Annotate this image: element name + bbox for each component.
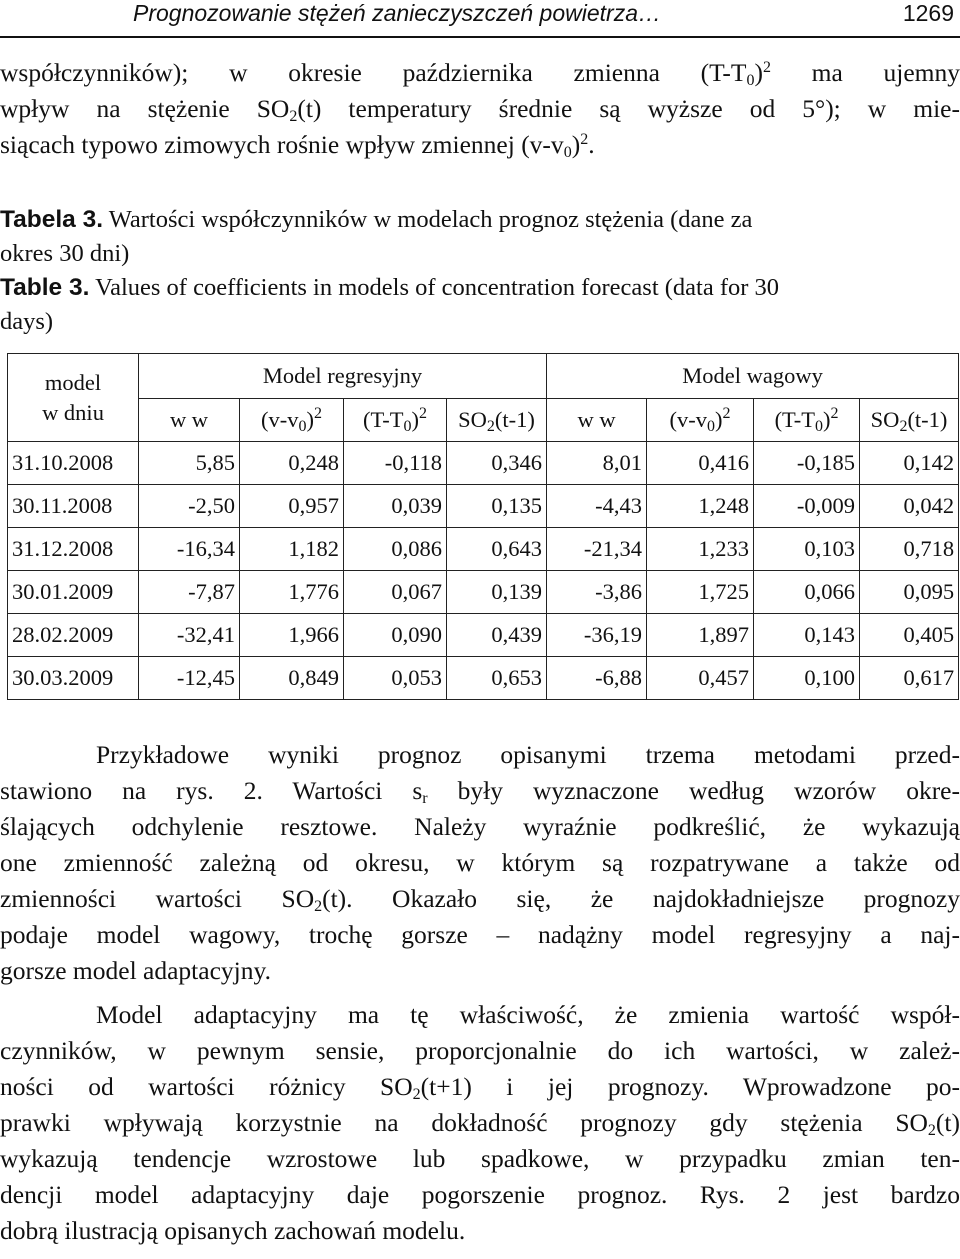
running-header bbox=[0, 0, 960, 32]
table-cell: 0,090 bbox=[344, 614, 447, 657]
group-header-weighted: Model wagowy bbox=[547, 354, 959, 399]
table-cell: 0,143 bbox=[754, 614, 860, 657]
col-header-ww: w w bbox=[547, 399, 647, 442]
paragraph-line: dobrą ilustracją opisanych zachowań modelu. bbox=[0, 1216, 466, 1245]
table-cell: 0,053 bbox=[344, 657, 447, 700]
table-row bbox=[8, 442, 959, 485]
table-cell: 1,233 bbox=[647, 528, 754, 571]
table-cell: 0,139 bbox=[447, 571, 547, 614]
paragraph-line: stawiono na rys. 2. Wartości $s_r$ były wyznaczone według wzorów okre- bbox=[0, 776, 960, 807]
table-cell: 0,095 bbox=[860, 571, 959, 614]
col-header-so2: $SO_2(t-1)$ bbox=[860, 399, 959, 442]
table-cell-date: 30.03.2009 bbox=[8, 657, 139, 700]
table-cell: 0,416 bbox=[647, 442, 754, 485]
table-row bbox=[8, 528, 959, 571]
table-cell: -4,43 bbox=[547, 485, 647, 528]
table-cell: -0,185 bbox=[754, 442, 860, 485]
model-date-header: model w dniu bbox=[8, 354, 139, 442]
table-cell: 0,957 bbox=[240, 485, 344, 528]
table-cell: 5,85 bbox=[139, 442, 240, 485]
table-cell: 0,067 bbox=[344, 571, 447, 614]
paragraph-line: podaje model wagowy, trochę gorsze – nadążny model regresyjny a naj- bbox=[0, 920, 960, 949]
table-cell: 0,086 bbox=[344, 528, 447, 571]
table-cell: -0,118 bbox=[344, 442, 447, 485]
table-cell: 0,142 bbox=[860, 442, 959, 485]
table-cell: -12,45 bbox=[139, 657, 240, 700]
table-cell: 0,457 bbox=[647, 657, 754, 700]
table-caption-polish: Tabela 3. Wartości współczynników w modelach prognoz stężenia (dane za okres 30 dni) bbox=[0, 206, 753, 267]
table-row bbox=[8, 614, 959, 657]
col-header-ww: w w bbox=[139, 399, 240, 442]
table-header-row-2 bbox=[8, 399, 959, 442]
table-cell: 1,776 bbox=[240, 571, 344, 614]
col-header-t: $(T-T_0)^2$ bbox=[344, 399, 447, 442]
table-cell: 0,718 bbox=[860, 528, 959, 571]
table-cell: 0,617 bbox=[860, 657, 959, 700]
table-cell: -36,19 bbox=[547, 614, 647, 657]
table-row bbox=[8, 571, 959, 614]
table-cell: 0,248 bbox=[240, 442, 344, 485]
paragraph-line: dencji model adaptacyjny daje pogorszenie prognoz. Rys. 2 jest bardzo bbox=[0, 1180, 960, 1209]
table-cell-date: 30.01.2009 bbox=[8, 571, 139, 614]
paragraph-line: one zmienność zależną od okresu, w którym są rozpatrywane a także od bbox=[0, 848, 960, 877]
intro-line-2: wpływ na stężenie $SO_2(t)$ temperatury średnie są wyższe od 5°); w mie- bbox=[0, 94, 960, 125]
paragraph-line: prawki wpływają korzystnie na dokładność prognozy gdy stężenia $SO_2(t)$ bbox=[0, 1108, 960, 1139]
table-header-row-1 bbox=[8, 354, 959, 399]
table-cell: 0,103 bbox=[754, 528, 860, 571]
table-cell-date: 31.12.2008 bbox=[8, 528, 139, 571]
table-cell: 1,725 bbox=[647, 571, 754, 614]
table-cell: -0,009 bbox=[754, 485, 860, 528]
col-header-t: $(T-T_0)^2$ bbox=[754, 399, 860, 442]
table-cell: -16,34 bbox=[139, 528, 240, 571]
header-rule bbox=[0, 36, 960, 38]
table-row bbox=[8, 657, 959, 700]
paragraph-line: Przykładowe wyniki prognoz opisanymi trzema metodami przed- bbox=[96, 740, 960, 769]
table-cell: 1,897 bbox=[647, 614, 754, 657]
table-cell: 0,135 bbox=[447, 485, 547, 528]
paragraph-line: czynników, w pewnym sensie, proporcjonalnie do ich wartości, w zależ- bbox=[0, 1036, 960, 1065]
paragraph-line: gorsze model adaptacyjny. bbox=[0, 956, 271, 985]
table-cell: 0,439 bbox=[447, 614, 547, 657]
coefficients-table bbox=[7, 353, 959, 700]
table-cell: 0,039 bbox=[344, 485, 447, 528]
table-caption-english: Table 3. Values of coefficients in models of concentration forecast (data for 30 days) bbox=[0, 274, 780, 335]
table-cell: 8,01 bbox=[547, 442, 647, 485]
caption-label-en: Table 3. bbox=[0, 274, 90, 301]
table-cell: 0,653 bbox=[447, 657, 547, 700]
paragraph-line: ności od wartości różnicy $SO_2(t+1)$ i jej prognozy. Wprowadzone po- bbox=[0, 1072, 960, 1103]
table-cell: 0,346 bbox=[447, 442, 547, 485]
table-cell: -7,87 bbox=[139, 571, 240, 614]
intro-line-1: współczynników); w okresie października zmienna $(T-T_0)^2$ ma ujemny bbox=[0, 58, 960, 89]
col-header-v: $(v-v_0)^2$ bbox=[647, 399, 754, 442]
table-cell: -6,88 bbox=[547, 657, 647, 700]
body-paragraph-2 bbox=[0, 997, 960, 1249]
table-row bbox=[8, 485, 959, 528]
table-cell-date: 30.11.2008 bbox=[8, 485, 139, 528]
table-cell: -2,50 bbox=[139, 485, 240, 528]
table-cell: 1,966 bbox=[240, 614, 344, 657]
table-cell: 1,182 bbox=[240, 528, 344, 571]
table-cell-date: 28.02.2009 bbox=[8, 614, 139, 657]
table-cell: 0,100 bbox=[754, 657, 860, 700]
paragraph-line: ślających odchylenie resztowe. Należy wyraźnie podkreślić, że wykazują bbox=[0, 812, 960, 841]
table-cell: 1,248 bbox=[647, 485, 754, 528]
table-cell: 0,066 bbox=[754, 571, 860, 614]
intro-paragraph bbox=[0, 55, 960, 163]
table-cell: 0,042 bbox=[860, 485, 959, 528]
table-cell: 0,849 bbox=[240, 657, 344, 700]
table-cell-date: 31.10.2008 bbox=[8, 442, 139, 485]
body-paragraph-1 bbox=[0, 737, 960, 989]
table-cell: 0,405 bbox=[860, 614, 959, 657]
group-header-regression: Model regresyjny bbox=[139, 354, 547, 399]
col-header-v: $(v-v_0)^2$ bbox=[240, 399, 344, 442]
running-title: Prognozowanie stężeń zanieczyszczeń powietrza… bbox=[133, 0, 661, 26]
col-header-so2: $SO_2(t-1)$ bbox=[447, 399, 547, 442]
page-number: 1269 bbox=[902, 0, 954, 26]
table-cell: -21,34 bbox=[547, 528, 647, 571]
paragraph-line: Model adaptacyjny ma tę właściwość, że zmienia wartość współ- bbox=[96, 1000, 960, 1029]
paragraph-line: zmienności wartości $SO_2(t)$. Okazało się, że najdokładniejsze prognozy bbox=[0, 884, 960, 915]
table-cell: -32,41 bbox=[139, 614, 240, 657]
table-cell: 0,643 bbox=[447, 528, 547, 571]
table-cell: -3,86 bbox=[547, 571, 647, 614]
caption-label-pl: Tabela 3. bbox=[0, 206, 104, 233]
paragraph-line: wykazują tendencje wzrostowe lub spadkowe, w przypadku zmian ten- bbox=[0, 1144, 960, 1173]
intro-line-3: siącach typowo zimowych rośnie wpływ zmiennej $(v-v_0)^2$. bbox=[0, 130, 595, 161]
